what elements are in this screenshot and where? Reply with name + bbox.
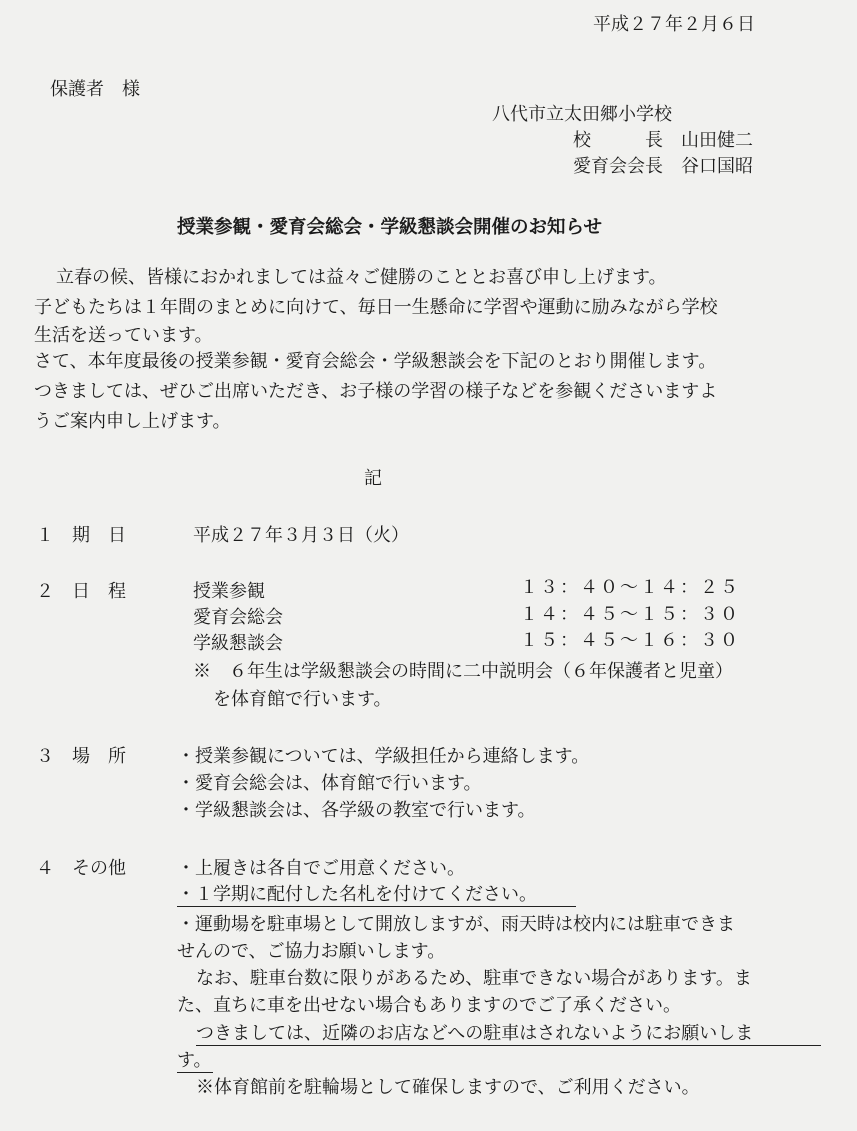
item-place-label: ３ 場 所 [36,746,126,767]
schedule-note-line1: ※ ６年生は学級懇談会の時間に二中説明会（６年保護者と児童） [193,661,733,682]
issue-date: 平成２７年２月６日 [593,14,755,35]
item-date-value: 平成２７年３月３日（火） [193,525,409,546]
principal-name: 校 長 山田健二 [573,130,753,151]
association-head-name: 愛育会会長 谷口国昭 [573,156,753,177]
body-paragraph-2-line1: 子どもたちは１年間のまとめに向けて、毎日一生懸命に学習や運動に励みながら学校 [34,297,718,318]
schedule-time: １４：４５〜１５：３０ [520,604,740,625]
other-line: ・運動場を駐車場として開放しますが、雨天時は校内には駐車できま [177,914,735,935]
schedule-time: １３：４０〜１４：２５ [520,577,740,598]
other-line-underlined: す。 [177,1050,212,1071]
recipient: 保護者 様 [50,79,140,100]
place-line: ・愛育会総会は、体育館で行います。 [177,773,482,794]
body-paragraph-4-line2: うご案内申し上げます。 [34,411,231,432]
schedule-event: 愛育会総会 [193,607,283,628]
body-paragraph-1: 立春の候、皆様におかれましては益々ご健勝のこととお喜び申し上げます。 [56,267,667,288]
body-paragraph-2-line2: 生活を送っています。 [34,325,213,346]
other-line: た、直ちに車を出せない場合もありますのでご了承ください。 [177,995,681,1016]
other-line-underlined: ・１学期に配付した名札を付けてください。 [177,884,576,907]
item-date-label: １ 期 日 [36,525,126,546]
notice-title: 授業参観・愛育会総会・学級懇談会開催のお知らせ [177,217,602,238]
other-line: なお、駐車台数に限りがあるため、駐車できない場合があります。ま [196,968,752,989]
place-line: ・学級懇談会は、各学級の教室で行います。 [177,800,536,821]
item-other-label: ４ その他 [36,858,126,879]
other-line: せんので、ご協力お願いします。 [177,941,446,962]
item-schedule-label: ２ 日 程 [36,581,126,602]
schedule-note-line2: を体育館で行います。 [213,689,392,710]
schedule-event: 授業参観 [193,581,265,602]
other-line: ※体育館前を駐輪場として確保しますので、ご利用ください。 [196,1077,700,1098]
ki-heading: 記 [364,468,382,489]
other-line-underlined: つきましては、近隣のお店などへの駐車はされないようにお願いしま [196,1023,821,1046]
school-name: 八代市立太田郷小学校 [492,104,672,125]
schedule-event: 学級懇談会 [193,633,283,654]
place-line: ・授業参観については、学級担任から連絡します。 [177,746,590,767]
other-line: ・上履きは各自でご用意ください。 [177,858,465,879]
body-paragraph-3: さて、本年度最後の授業参観・愛育会総会・学級懇談会を下記のとおり開催します。 [34,351,717,372]
schedule-time: １５：４５〜１６：３０ [520,630,740,651]
body-paragraph-4-line1: つきましては、ぜひご出席いただき、お子様の学習の様子などを参観くださいますよ [34,381,718,402]
